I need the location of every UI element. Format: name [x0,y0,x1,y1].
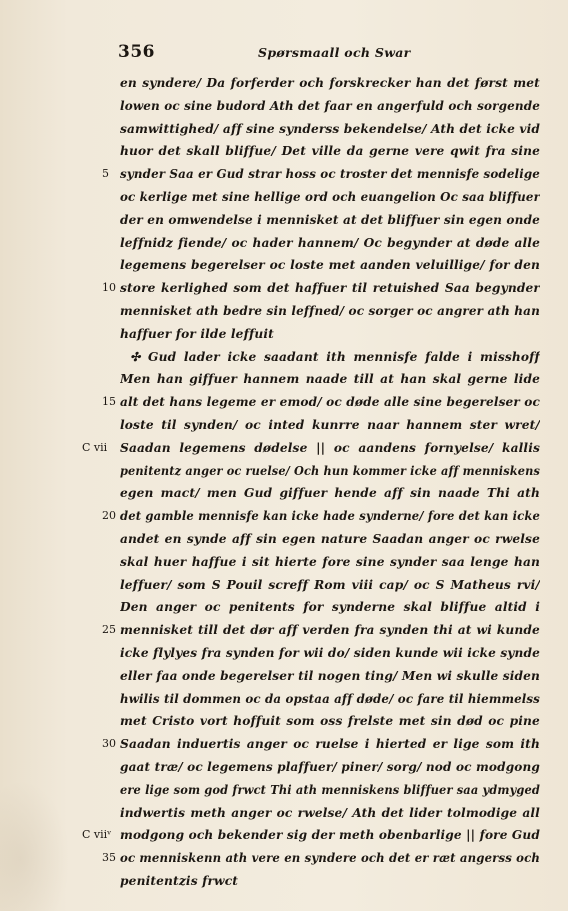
text-line [0,802,568,825]
text-line [0,437,568,460]
body-text [0,72,568,893]
text-line [0,870,568,893]
line-text: eller faa onde begerelser til nogen ting/ Men wi skulle siden [120,668,540,683]
signature-mark: C vii [82,440,108,454]
text-line [0,619,568,642]
text-line [0,847,568,870]
line-text: huor det skall bliffue/ Det ville da gerne vere qwit fra sine [120,144,540,159]
line-text: ere lige som god frwct Thi ath menniskens bliffuer saa ydmyged [120,782,540,797]
line-number: 25 [102,623,116,637]
text-line [0,368,568,391]
line-text: oc menniskenn ath vere en syndere och det er ræt angerss och [120,851,540,866]
text-line [0,460,568,483]
line-text: andet en synde aff sin egen nature Saadan anger oc rwelse [120,531,540,546]
line-text: synder Saa er Gud strar hoss oc troster det mennisfe sodelige [120,167,540,182]
line-text: alt det hans legeme er emod/ oc døde alle sine begerelser oc [120,395,540,410]
line-text: mennisket ath bedre sin leffned/ oc sorger oc angrer ath han [120,303,540,318]
text-line [0,574,568,597]
line-text: en syndere/ Da forferder och forskrecker han det først met [120,76,540,90]
line-text: store kerlighed som det haffuer til retuished Saa begynder [120,281,540,296]
text-line [0,482,568,505]
text-line [0,163,568,186]
line-text: lowen oc sine budord Ath det faar en angerfuld och sorgende [120,98,540,113]
line-text: modgong och bekender sig der meth obenbarlige || fore Gud [120,828,540,843]
text-line [0,710,568,733]
line-text: leffnidz fiende/ oc hader hannem/ Oc begynder at døde alle [120,235,540,250]
text-line [0,118,568,141]
line-text: met Cristo vort hoffuit som oss frelste met sin død oc pine [120,714,540,729]
text-line [0,756,568,779]
text-line [0,140,568,163]
line-text: ✣ Gud lader icke saadant ith mennisfe falde i misshoff [130,349,540,364]
line-number: 20 [102,509,116,523]
line-number: 10 [102,281,116,295]
line-text: loste til synden/ oc inted kunrre naar hannem ster wret/ [120,417,540,432]
line-text: penitentzis frwct [120,873,239,888]
text-line [0,688,568,711]
text-line [0,72,568,95]
text-line [0,824,568,847]
line-text: legemens begerelser oc loste met aanden veluillige/ for den [120,258,540,273]
text-line [0,779,568,802]
page-number: 356 [118,42,155,62]
line-number: 15 [102,395,116,409]
line-text: samwittighed/ aff sine synderss bekendelse/ Ath det icke vid [120,121,540,136]
running-title: Spørsmaall och Swar [258,45,411,60]
text-line [0,391,568,414]
text-line [0,528,568,551]
text-line [0,209,568,232]
text-line [0,665,568,688]
paper-stain [0,780,70,911]
line-text: Saadan induertis anger oc ruelse i hierted er lige som ith [120,737,540,752]
line-number: 30 [102,737,116,751]
line-text: der en omwendelse i mennisket at det bliffuer sin egen onde [120,212,540,227]
page-header [118,42,538,62]
text-line [0,505,568,528]
text-line [0,596,568,619]
line-text: Den anger oc penitents for synderne skal bliffue altid i [120,600,540,615]
text-line [0,300,568,323]
text-line [0,95,568,118]
text-line [0,232,568,255]
line-text: Men han giffuer hannem naade till at han skal gerne lide [120,372,540,387]
line-text: icke flylyes fra synden for wii do/ siden kunde wii icke synde [120,645,540,660]
line-number: 35 [102,851,116,865]
text-line [0,642,568,665]
text-line [0,186,568,209]
text-line [0,323,568,346]
line-text: mennisket till det dør aff verden fra synden thi at wi kunde [120,623,540,638]
line-text: haffuer for ilde leffuit [120,326,274,341]
line-text: oc kerlige met sine hellige ord och euangelion Oc saa bliffuer [120,189,540,204]
line-text: hwilis til dommen oc da opstaa aff døde/ oc fare til hiemmelss [120,691,540,706]
text-line [0,414,568,437]
line-text: gaat træ/ oc legemens plaffuer/ piner/ sorg/ nod oc modgong [120,759,540,774]
line-text: indwertis meth anger oc rwelse/ Ath det lider tolmodige all [120,805,540,820]
line-text: leffuer/ som S Pouil screff Rom viii cap/ oc S Matheus rvi/ [120,577,540,592]
line-text: penitentz anger oc ruelse/ Och hun kommer icke aff menniskens [120,463,540,478]
line-text: skal huer haffue i sit hierte fore sine synder saa lenge han [120,554,540,569]
signature-mark: C viiᵛ [82,828,112,842]
line-text: egen mact/ men Gud giffuer hende aff sin naade Thi ath [120,486,540,501]
text-line [0,254,568,277]
line-text: Saadan legemens dødelse || oc aandens fornyelse/ kallis [120,440,540,455]
line-number: 5 [102,167,109,181]
text-line [0,551,568,574]
text-line [0,277,568,300]
line-text: det gamble mennisfe kan icke hade synderne/ fore det kan icke [120,509,540,524]
text-line [0,346,568,369]
text-line [0,733,568,756]
